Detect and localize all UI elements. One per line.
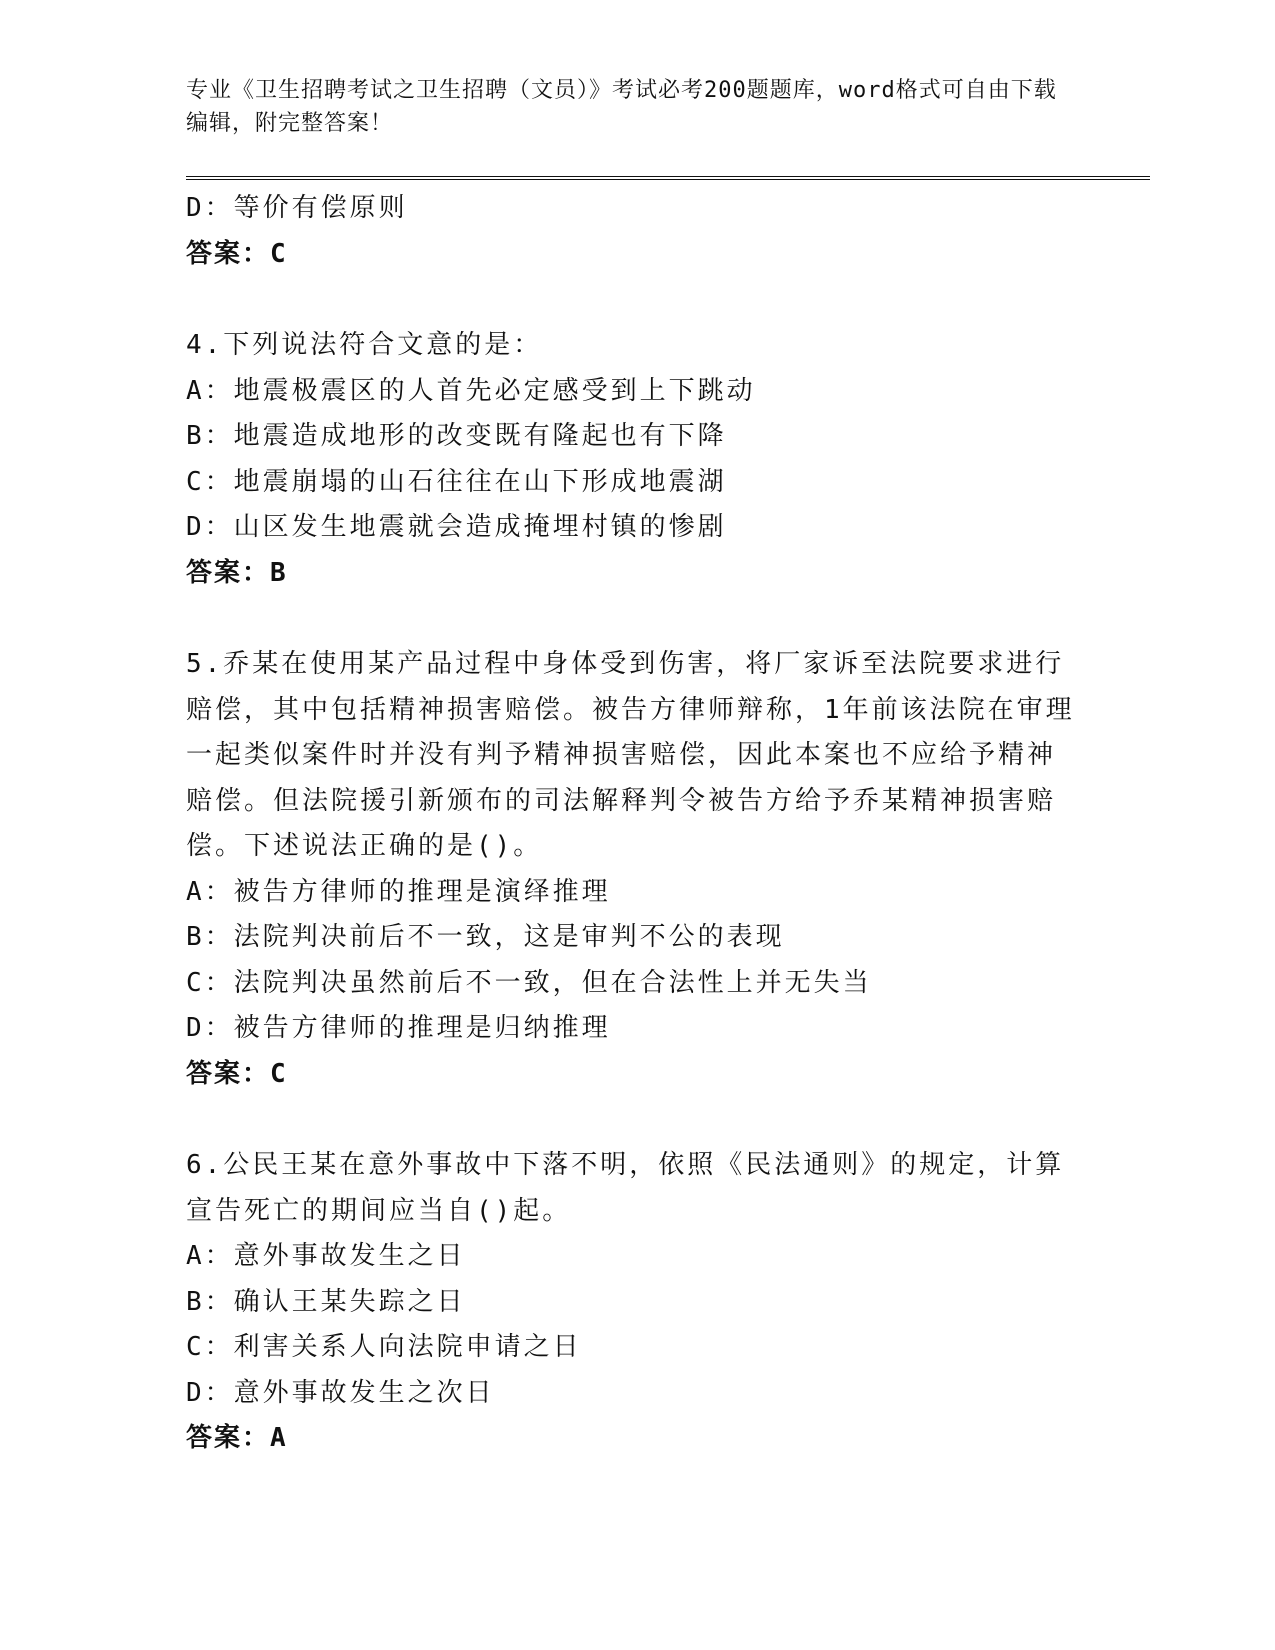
option-c: C：地震崩塌的山石往往在山下形成地震湖 — [186, 466, 727, 497]
option-a: A：被告方律师的推理是演绎推理 — [186, 876, 611, 907]
option-a: A：意外事故发生之日 — [186, 1241, 466, 1271]
option-d: D：被告方律师的推理是归纳推理 — [186, 1013, 611, 1043]
option-d: D：山区发生地震就会造成掩埋村镇的惨剧 — [186, 512, 727, 542]
option-b: B：法院判决前后不一致，这是审判不公的表现 — [186, 922, 785, 952]
question-content — [186, 186, 1086, 1462]
question-6 — [186, 1143, 1086, 1462]
question-stem: 4.下列说法符合文意的是： — [186, 330, 543, 360]
option-d: D：意外事故发生之次日 — [186, 1377, 495, 1408]
answer: 答案：B — [186, 557, 288, 588]
page-header: 专业《卫生招聘考试之卫生招聘（文员）》考试必考200题题库，word格式可自由下载编辑，附完整答案！ — [186, 78, 1057, 136]
answer: 答案：C — [186, 1058, 288, 1089]
option-c: C：利害关系人向法院申请之日 — [186, 1332, 582, 1362]
spacer — [186, 277, 1086, 323]
spacer — [186, 1097, 1086, 1143]
spacer — [186, 596, 1086, 642]
answer: 答案：A — [186, 1423, 288, 1453]
question-5 — [186, 642, 1086, 1097]
option-d: D：等价有偿原则 — [186, 193, 408, 223]
question-stem: 6.公民王某在意外事故中下落不明，依照《民法通则》的规定，计算宣告死亡的期间应当自()起。 — [186, 1150, 1065, 1226]
question-4 — [186, 323, 1086, 596]
question-stem: 5.乔某在使用某产品过程中身体受到伤害，将厂家诉至法院要求进行赔偿，其中包括精神损害赔偿。被告方律师辩称，1年前该法院在审理一起类似案件时并没有判予精神损害赔偿，因此本案也不应给予精神赔偿。但法院援引新颁布的司法解释判令被告方给予乔某精神损害赔偿。下述说法正确的是()。 — [186, 649, 1075, 861]
option-c: C：法院判决虽然前后不一致，但在合法性上并无失当 — [186, 967, 872, 998]
option-b: B：确认王某失踪之日 — [186, 1286, 466, 1317]
answer: 答案：C — [186, 238, 288, 269]
option-a: A：地震极震区的人首先必定感受到上下跳动 — [186, 375, 756, 406]
header-divider — [186, 176, 1150, 180]
option-b: B：地震造成地形的改变既有隆起也有下降 — [186, 421, 727, 451]
